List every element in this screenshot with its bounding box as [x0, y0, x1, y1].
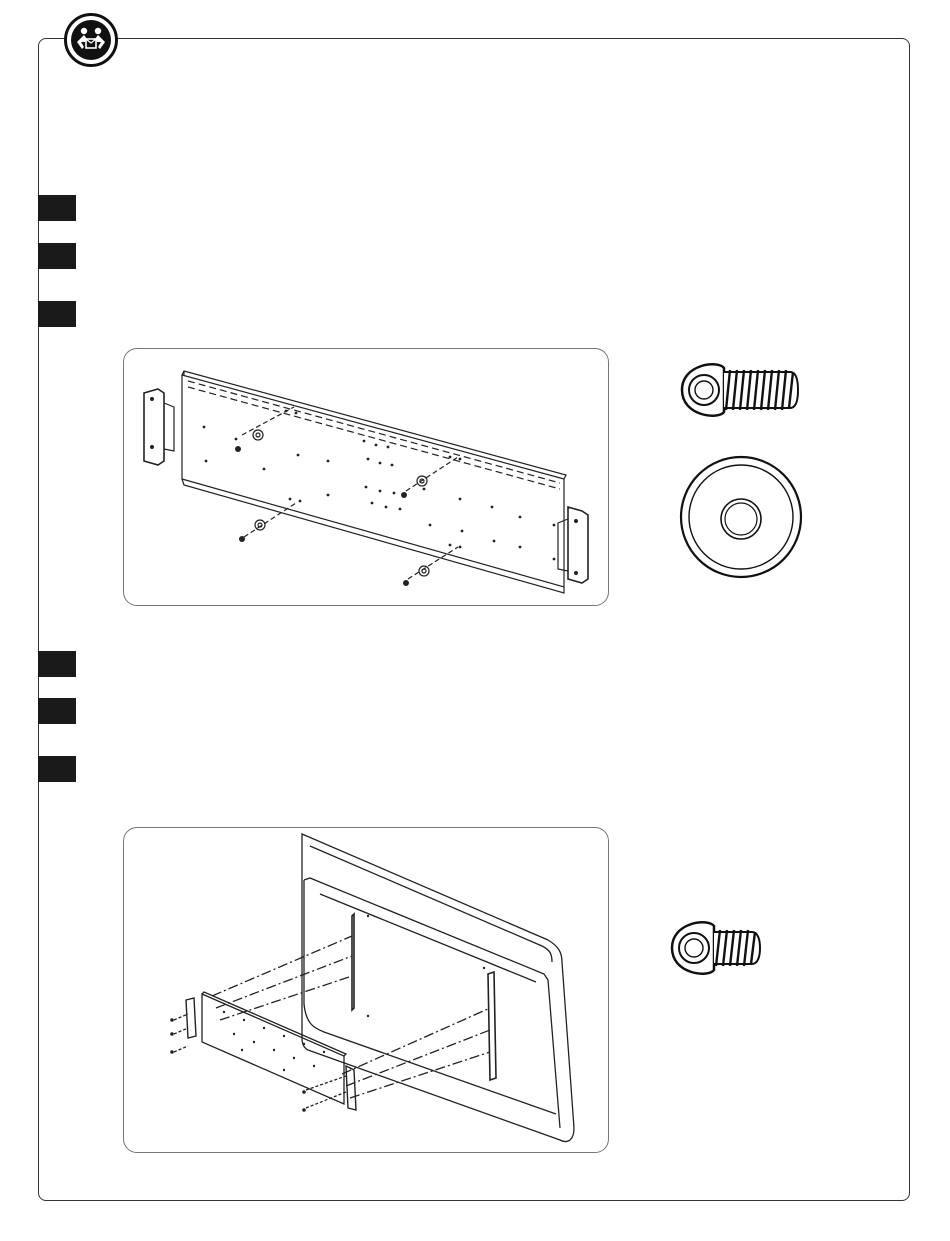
two-person-lift-icon: [64, 13, 118, 67]
figure-1-bracket-assembly: [123, 348, 609, 606]
bracket-drawing: [124, 349, 609, 606]
step-marker-4: [38, 651, 76, 677]
step-marker-2: [38, 243, 76, 269]
display-drawing: [124, 828, 609, 1153]
long-screw-icon: [678, 350, 802, 430]
washer-icon: [678, 454, 804, 580]
figure-2-display-mounting: [123, 827, 609, 1153]
short-screw-icon: [668, 908, 764, 988]
step-marker-6: [38, 756, 76, 782]
step-marker-3: [38, 301, 76, 327]
step-marker-1: [38, 195, 76, 221]
step-marker-5: [38, 698, 76, 724]
